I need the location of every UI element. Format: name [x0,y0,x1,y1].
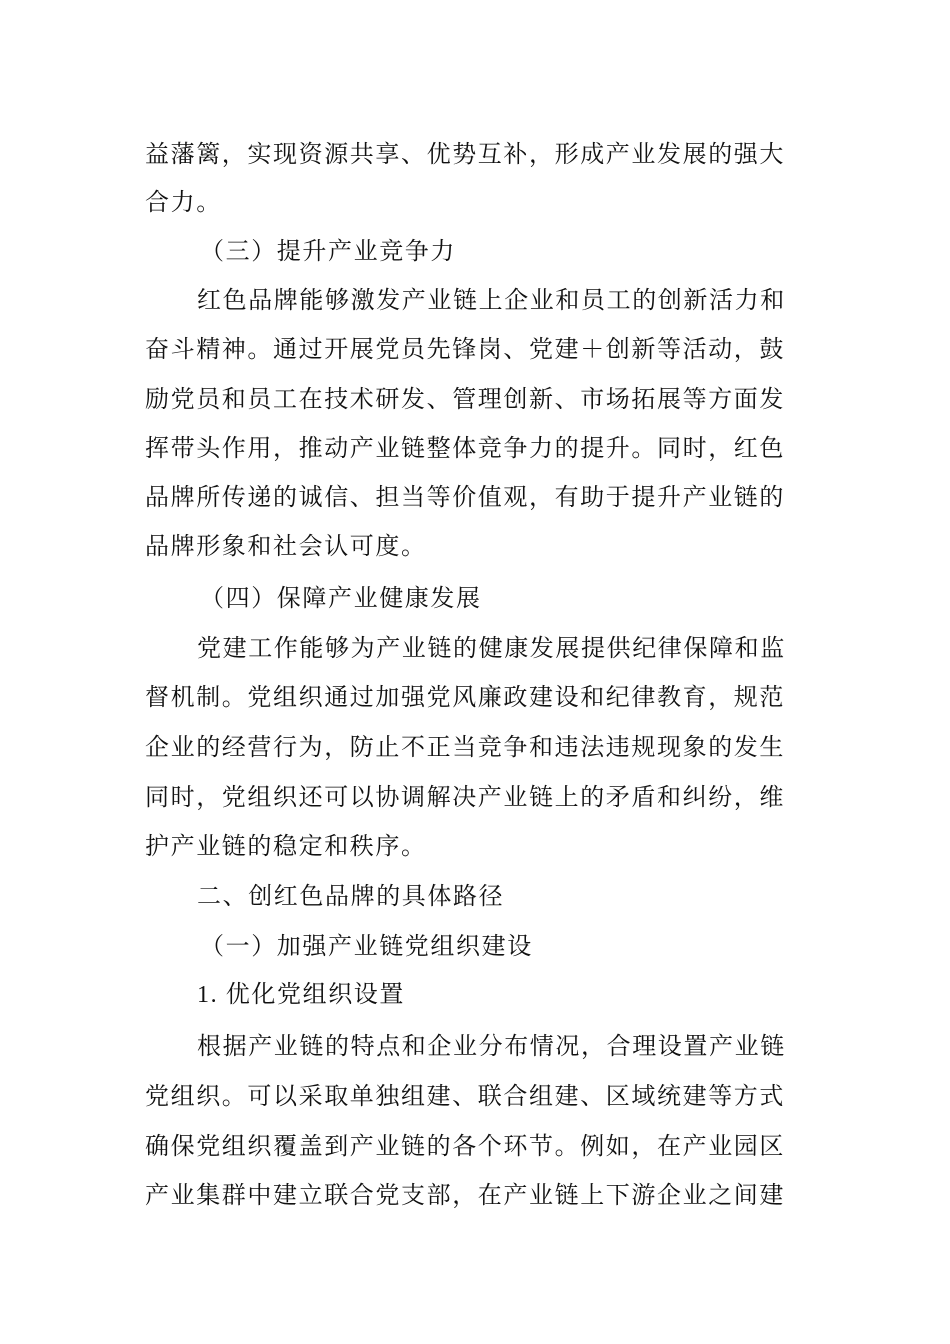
paragraph-line: 品牌所传递的诚信、担当等价值观，有助于提升产业链的 [145,483,785,511]
paragraph-line: 党组织。可以采取单独组建、联合组建、区域统建等方式 [145,1082,785,1110]
paragraph-line: 产业集群中建立联合党支部，在产业链上下游企业之间建 [145,1181,785,1209]
paragraph-line: 党建工作能够为产业链的健康发展提供纪律保障和监 [197,634,786,662]
section-heading: （三）提升产业竞争力 [200,237,456,265]
chapter-heading: 二、创红色品牌的具体路径 [197,882,505,910]
paragraph-line: 益藩篱，实现资源共享、优势互补，形成产业发展的强大 [145,140,785,168]
section-heading: （四）保障产业健康发展 [200,584,482,612]
paragraph-line: 奋斗精神。通过开展党员先锋岗、党建＋创新等活动，鼓 [145,335,785,363]
paragraph-line: 红色品牌能够激发产业链上企业和员工的创新活力和 [197,286,786,314]
paragraph-line: 督机制。党组织通过加强党风廉政建设和纪律教育，规范 [145,683,785,711]
paragraph-line: 同时，党组织还可以协调解决产业链上的矛盾和纠纷，维 [145,783,785,811]
paragraph-line: 根据产业链的特点和企业分布情况，合理设置产业链 [197,1032,786,1060]
paragraph-line: 合力。 [145,188,222,216]
paragraph-line: 品牌形象和社会认可度。 [145,532,427,560]
paragraph-line: 确保党组织覆盖到产业链的各个环节。例如，在产业园区 [145,1132,785,1160]
paragraph-line: 挥带头作用，推动产业链整体竞争力的提升。同时，红色 [145,434,785,462]
subsection-heading: 1. 优化党组织设置 [197,982,405,1008]
section-heading: （一）加强产业链党组织建设 [200,932,533,960]
paragraph-line: 企业的经营行为，防止不正当竞争和违法违规现象的发生 [145,733,785,761]
paragraph-line: 励党员和员工在技术研发、管理创新、市场拓展等方面发 [145,385,785,413]
paragraph-line: 护产业链的稳定和秩序。 [145,832,427,860]
